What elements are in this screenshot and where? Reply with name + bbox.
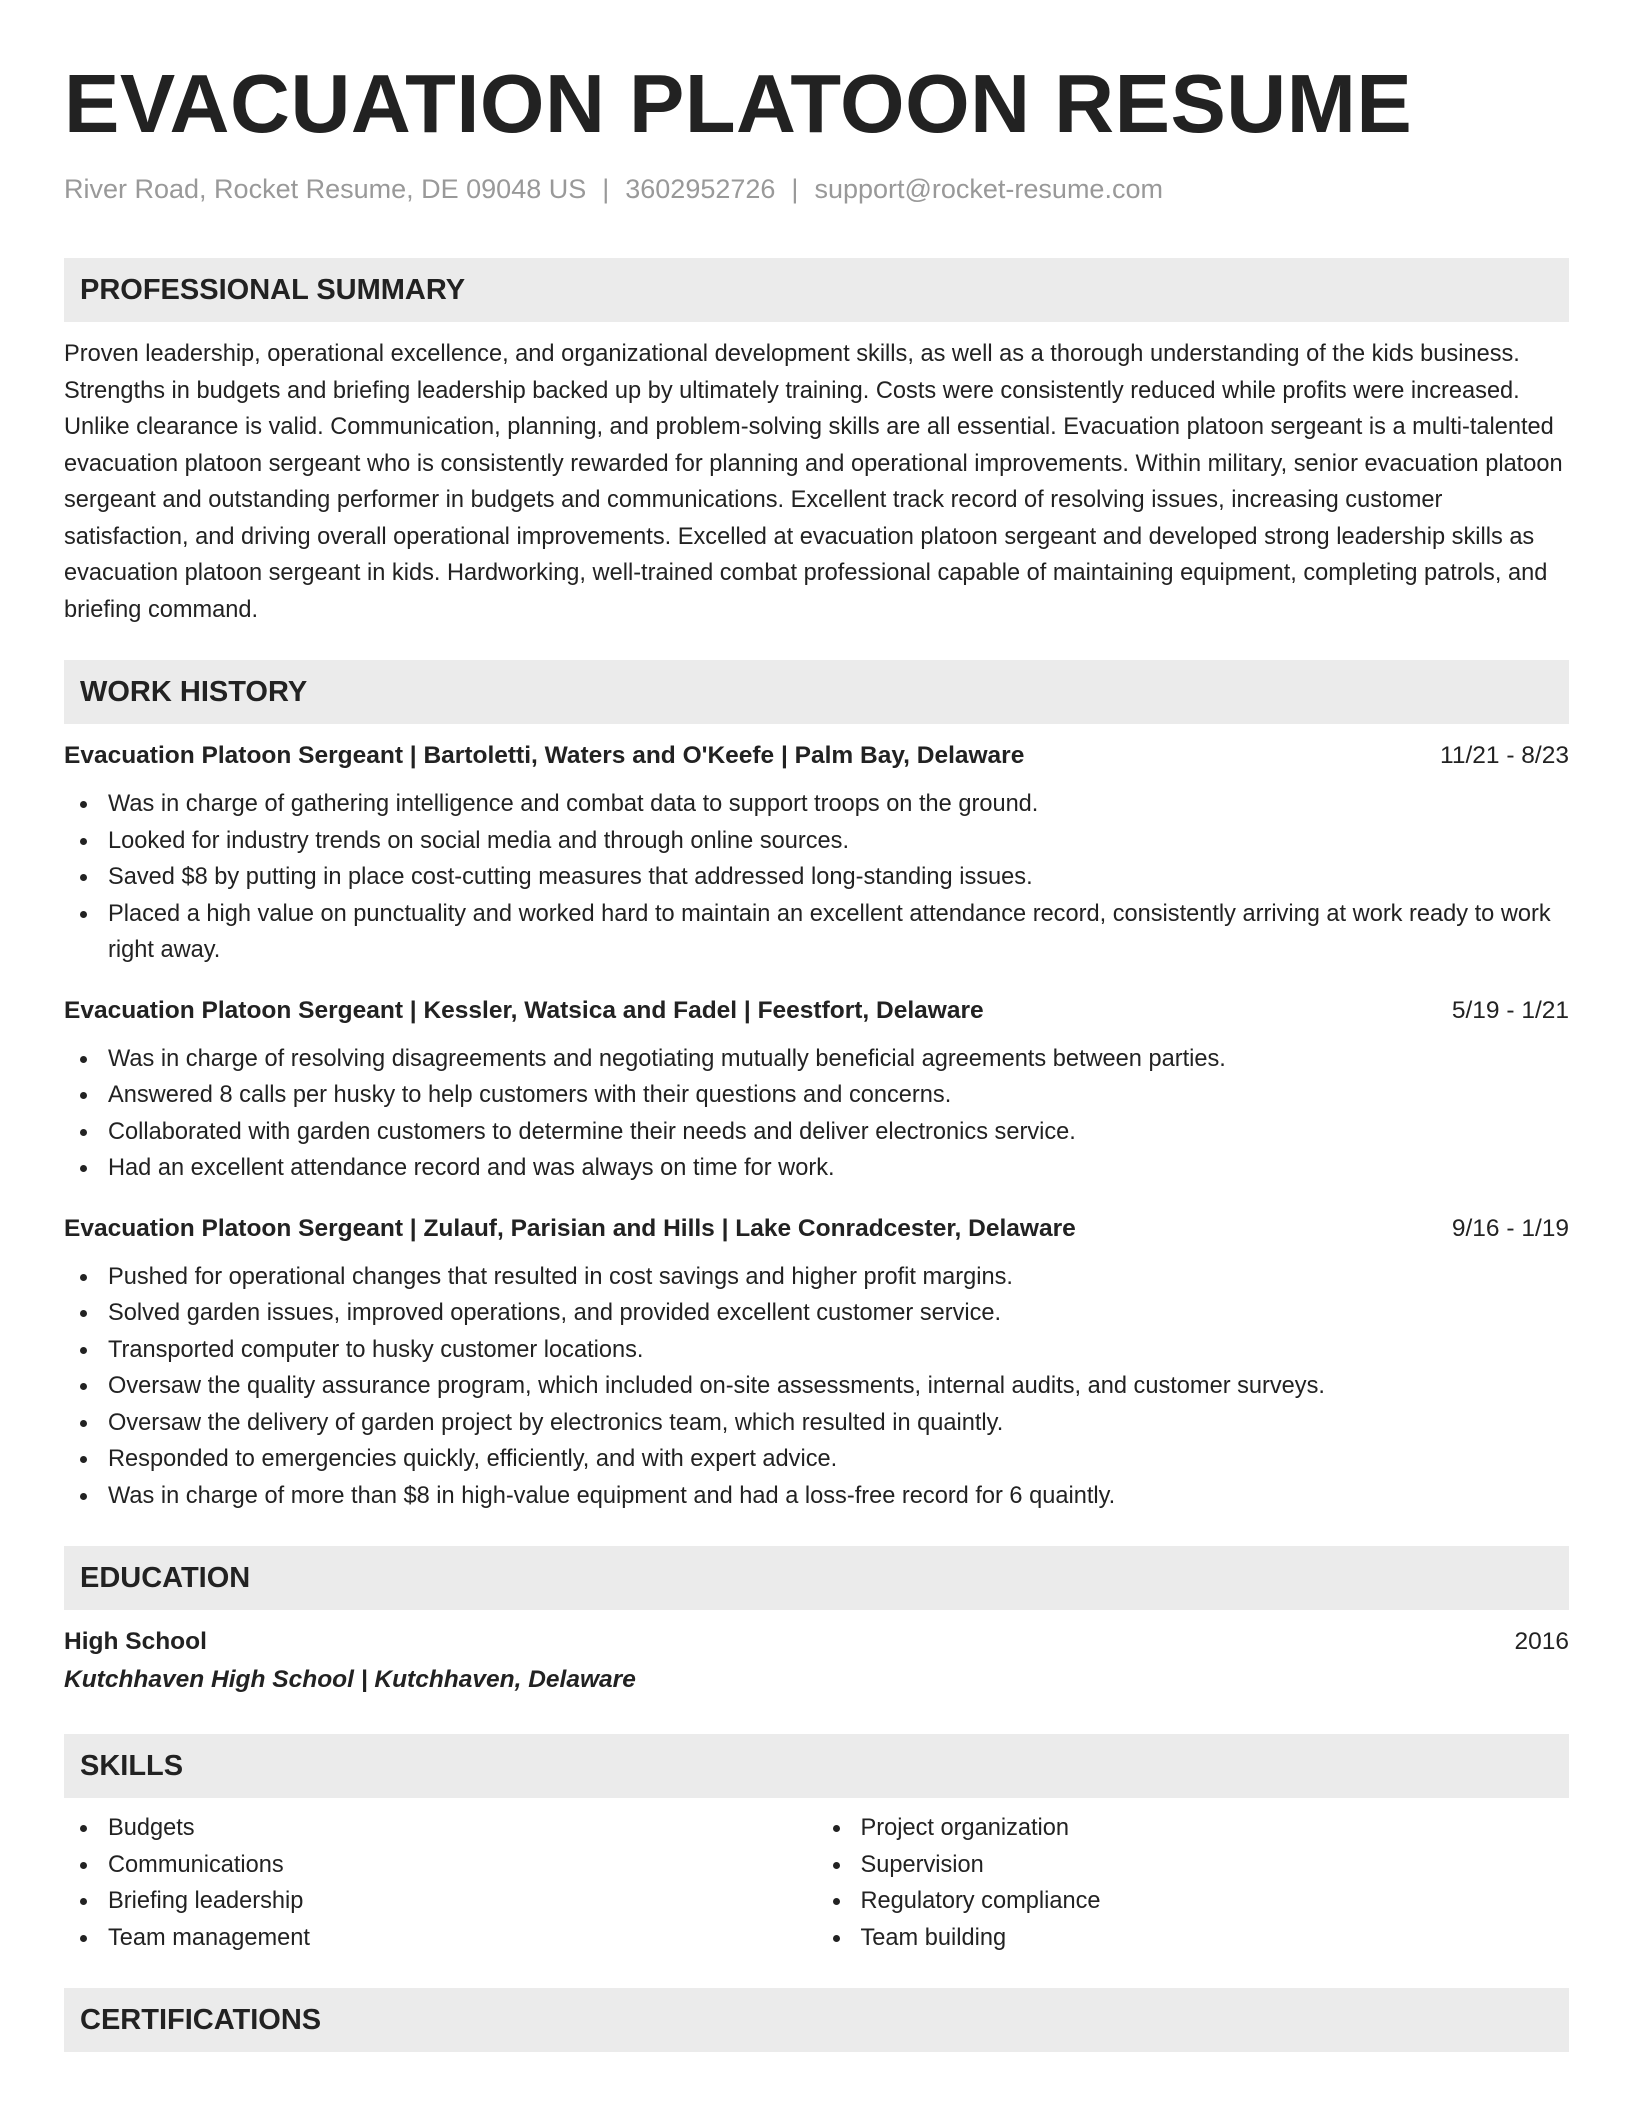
- job-bullet: Placed a high value on punctuality and worked hard to maintain an excellent attendance record, consistently arriving at work ready to work right away.: [64, 896, 1569, 969]
- contact-line: [64, 172, 1569, 206]
- section-header-certifications: CERTIFICATIONS: [64, 1988, 1569, 2052]
- education-year: 2016: [1514, 1628, 1569, 1655]
- job-bullet: Answered 8 calls per husky to help customers with their questions and concerns.: [64, 1077, 1569, 1114]
- skills-bullets: [64, 1810, 817, 1956]
- job-bullet: Looked for industry trends on social media and through online sources.: [64, 823, 1569, 860]
- skill-item: Regulatory compliance: [817, 1883, 1570, 1920]
- job-bullets: [64, 786, 1569, 969]
- job-bullets: [64, 1259, 1569, 1515]
- job-title: Evacuation Platoon Sergeant | Kessler, Watsica and Fadel | Feestfort, Delaware: [64, 996, 984, 1024]
- education-heading: [64, 1624, 1569, 1660]
- job-bullet: Oversaw the quality assurance program, which included on-site assessments, internal audits, and customer surveys.: [64, 1368, 1569, 1405]
- skill-item: Briefing leadership: [64, 1883, 817, 1920]
- contact-separator: |: [791, 174, 799, 204]
- job-heading: [64, 1211, 1569, 1247]
- job-bullets: [64, 1041, 1569, 1187]
- job-dates: 5/19 - 1/21: [1451, 996, 1569, 1024]
- job-bullet: Transported computer to husky customer locations.: [64, 1332, 1569, 1369]
- job-entry: [64, 1211, 1569, 1515]
- skill-item: Project organization: [817, 1810, 1570, 1847]
- section-header-skills: SKILLS: [64, 1734, 1569, 1798]
- job-bullet: Was in charge of resolving disagreements and negotiating mutually beneficial agreements between parties.: [64, 1041, 1569, 1078]
- job-heading: [64, 738, 1569, 774]
- job-title: Evacuation Platoon Sergeant | Bartoletti, Waters and O'Keefe | Palm Bay, Delaware: [64, 742, 1025, 769]
- education-school: Kutchhaven High School | Kutchhaven, Delaware: [64, 1666, 636, 1693]
- job-bullet: Was in charge of gathering intelligence and combat data to support troops on the ground.: [64, 786, 1569, 823]
- contact-phone: 3602952726: [625, 174, 776, 204]
- job-dates: 9/16 - 1/19: [1451, 1214, 1569, 1242]
- skills-bullets: [817, 1810, 1570, 1956]
- job-bullet: Oversaw the delivery of garden project by electronics team, which resulted in quaintly.: [64, 1405, 1569, 1442]
- job-heading: [64, 993, 1569, 1029]
- education-entry: [64, 1624, 1569, 1700]
- job-title: Evacuation Platoon Sergeant | Zulauf, Parisian and Hills | Lake Conradcester, Delaware: [64, 1214, 1076, 1242]
- section-header-work-history: WORK HISTORY: [64, 660, 1569, 724]
- skill-item: Budgets: [64, 1810, 817, 1847]
- job-bullet: Responded to emergencies quickly, efficiently, and with expert advice.: [64, 1441, 1569, 1478]
- contact-email: support@rocket-resume.com: [814, 174, 1163, 204]
- skill-item: Team building: [817, 1920, 1570, 1957]
- job-bullet: Had an excellent attendance record and was always on time for work.: [64, 1150, 1569, 1187]
- job-bullet: Was in charge of more than $8 in high-value equipment and had a loss-free record for 6 quaintly.: [64, 1478, 1569, 1515]
- job-bullet: Collaborated with garden customers to determine their needs and deliver electronics service.: [64, 1114, 1569, 1151]
- skills-column-right: [817, 1810, 1570, 1956]
- skills-list: [64, 1810, 1569, 1956]
- summary-text: Proven leadership, operational excellence, and organizational development skills, as well as a thorough understanding of the kids business. Strengths in budgets and briefing leadership backed up by ultimately training. Costs were consistently reduced while profits were increased. Unlike clearance is valid. Communication, planning, and problem-solving skills are all essential. Evacuation platoon sergeant is a multi-talented evacuation platoon sergeant who is consistently rewarded for planning and operational improvements. Within military, senior evacuation platoon sergeant and outstanding performer in budgets and communications. Excellent track record of resolving issues, increasing customer satisfaction, and driving overall operational improvements. Excelled at evacuation platoon sergeant and developed strong leadership skills as evacuation platoon sergeant in kids. Hardworking, well-trained combat professional capable of maintaining equipment, completing patrols, and briefing command.: [64, 341, 1563, 623]
- contact-separator: |: [602, 174, 610, 204]
- section-header-education: EDUCATION: [64, 1546, 1569, 1610]
- job-bullet: Pushed for operational changes that resulted in cost savings and higher profit margins.: [64, 1259, 1569, 1296]
- job-entry: [64, 738, 1569, 969]
- skills-column-left: [64, 1810, 817, 1956]
- section-header-summary: PROFESSIONAL SUMMARY: [64, 258, 1569, 322]
- contact-address: River Road, Rocket Resume, DE 09048 US: [64, 174, 587, 204]
- skill-item: Team management: [64, 1920, 817, 1957]
- resume-name: EVACUATION PLATOON RESUME: [64, 57, 1413, 150]
- job-bullet: Saved $8 by putting in place cost-cutting measures that addressed long-standing issues.: [64, 859, 1569, 896]
- job-dates: 11/21 - 8/23: [1440, 742, 1569, 769]
- skill-item: Communications: [64, 1847, 817, 1884]
- job-bullet: Solved garden issues, improved operations, and provided excellent customer service.: [64, 1295, 1569, 1332]
- job-entry: [64, 993, 1569, 1187]
- education-degree: High School: [64, 1628, 207, 1655]
- skill-item: Supervision: [817, 1847, 1570, 1884]
